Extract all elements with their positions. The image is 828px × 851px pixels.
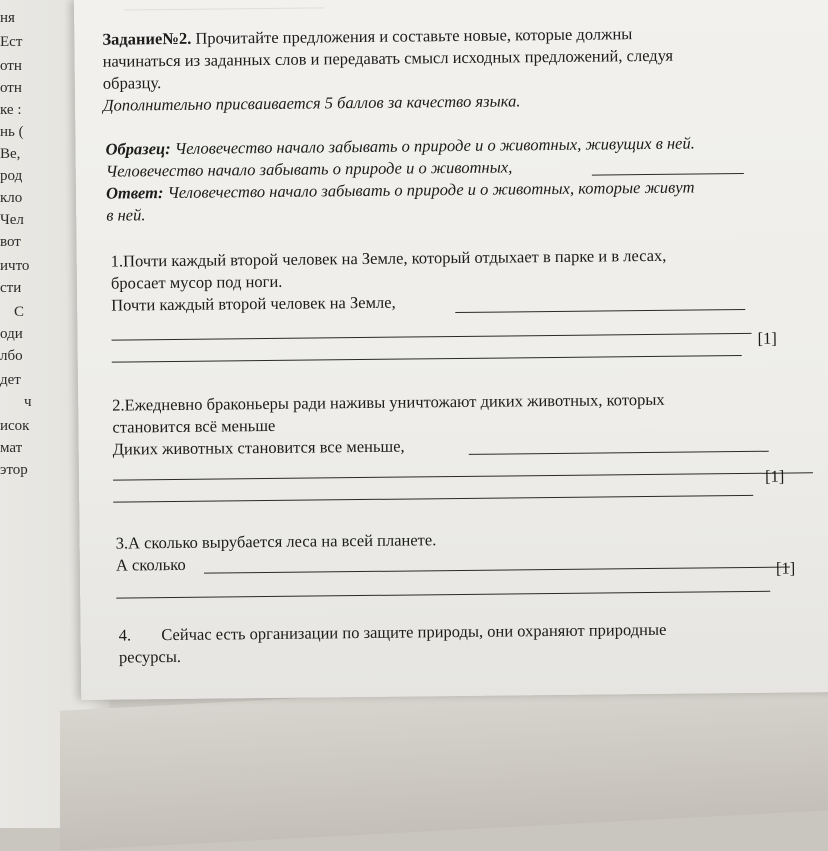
sample-label: Образец: — [105, 138, 171, 159]
item-1-sentence-cont: бросает мусор под ноги. — [110, 271, 283, 293]
left-page-fragment: ичто — [0, 258, 30, 274]
task-instruction: Прочитайте предложения и составьте новые, которые должны — [195, 24, 633, 48]
item-1-sentence: 1.Почти каждый второй человек на Земле, который отдыхает в парке и в лесах, — [110, 245, 667, 271]
left-page-fragment: оди — [0, 326, 23, 342]
item-1-starter: Почти каждый второй человек на Земле, — [111, 292, 396, 315]
sample-text: Человечество начало забывать о природе и о животных, живущих в ней. — [174, 133, 695, 158]
answer-label: Ответ: — [105, 183, 164, 203]
task-header-line — [102, 24, 632, 50]
left-page-fragment: Чел — [0, 212, 24, 228]
left-page-fragment: исок — [0, 418, 30, 434]
bleed-through — [124, 7, 324, 22]
worksheet — [74, 0, 828, 700]
answer-text-cont: в ней. — [106, 205, 146, 225]
item-1-answer-line[interactable] — [112, 355, 742, 363]
item-3-starter: А сколько — [115, 554, 186, 575]
item-2-answer-line[interactable] — [113, 472, 813, 480]
left-page-fragment: отн — [0, 80, 22, 96]
sample-sentence — [105, 134, 694, 160]
left-page-fragment: род — [0, 168, 23, 184]
sample-answer — [106, 178, 695, 204]
item-3-answer-line[interactable] — [204, 567, 790, 574]
left-page-fragment: вот — [0, 234, 21, 250]
left-page-fragment: ня — [0, 10, 15, 26]
task-instruction: образцу. — [102, 73, 162, 93]
answer-text: Человечество начало забывать о природе и о животных, которые живут — [167, 177, 695, 203]
item-2-answer-line[interactable] — [113, 495, 753, 503]
left-page-fragment: лбо — [0, 348, 23, 364]
item-1-score: [1] — [757, 328, 777, 348]
left-page-fragment: С — [14, 304, 25, 320]
task-title: Задание№2. — [102, 28, 192, 49]
left-page-fragment: сти — [0, 280, 22, 296]
sample-starter: Человечество начало забывать о природе и о животных, — [105, 157, 513, 181]
left-page-fragment: ке : — [0, 102, 22, 118]
left-page-fragment: дет — [0, 372, 21, 388]
task-instruction: начинаться из заданных слов и передавать смысл исходных предложений, следуя — [102, 45, 674, 71]
item-3-answer-line[interactable] — [116, 591, 770, 599]
left-page-fragment: Ест — [0, 34, 23, 50]
item-4-sentence — [119, 620, 667, 646]
left-page-fragment: этор — [0, 462, 28, 478]
item-1-answer-line[interactable] — [112, 333, 752, 341]
item-2-starter: Диких животных становится все меньше, — [112, 436, 405, 459]
item-3-score: [1] — [775, 558, 796, 578]
item-4-sentence-cont: ресурсы. — [118, 646, 182, 667]
sample-blank-line — [592, 173, 744, 176]
item-2-score: [1] — [764, 466, 785, 486]
left-page-fragment: Ве, — [0, 146, 21, 162]
left-page-fragment: кло — [0, 190, 23, 206]
item-2-sentence-cont: становится всё меньше — [112, 415, 276, 437]
item-2-sentence: 2.Ежедневно браконьеры ради наживы уничтожают диких животных, которых — [112, 389, 665, 415]
item-4-number: 4. — [118, 625, 132, 645]
item-4-text: Сейчас есть организации по защите природы, они охраняют природные — [161, 619, 667, 645]
left-page-fragment: ч — [24, 394, 32, 410]
left-page-fragment: мат — [0, 440, 23, 456]
bonus-note: Дополнительно присваивается 5 баллов за качество языка. — [103, 91, 521, 115]
left-page-fragment: нь ( — [0, 124, 24, 140]
item-1-answer-line[interactable] — [455, 309, 745, 313]
left-page-fragment: отн — [0, 58, 22, 74]
item-2-answer-line[interactable] — [469, 451, 769, 455]
item-3-sentence: 3.А сколько вырубается леса на всей планете. — [115, 530, 437, 553]
